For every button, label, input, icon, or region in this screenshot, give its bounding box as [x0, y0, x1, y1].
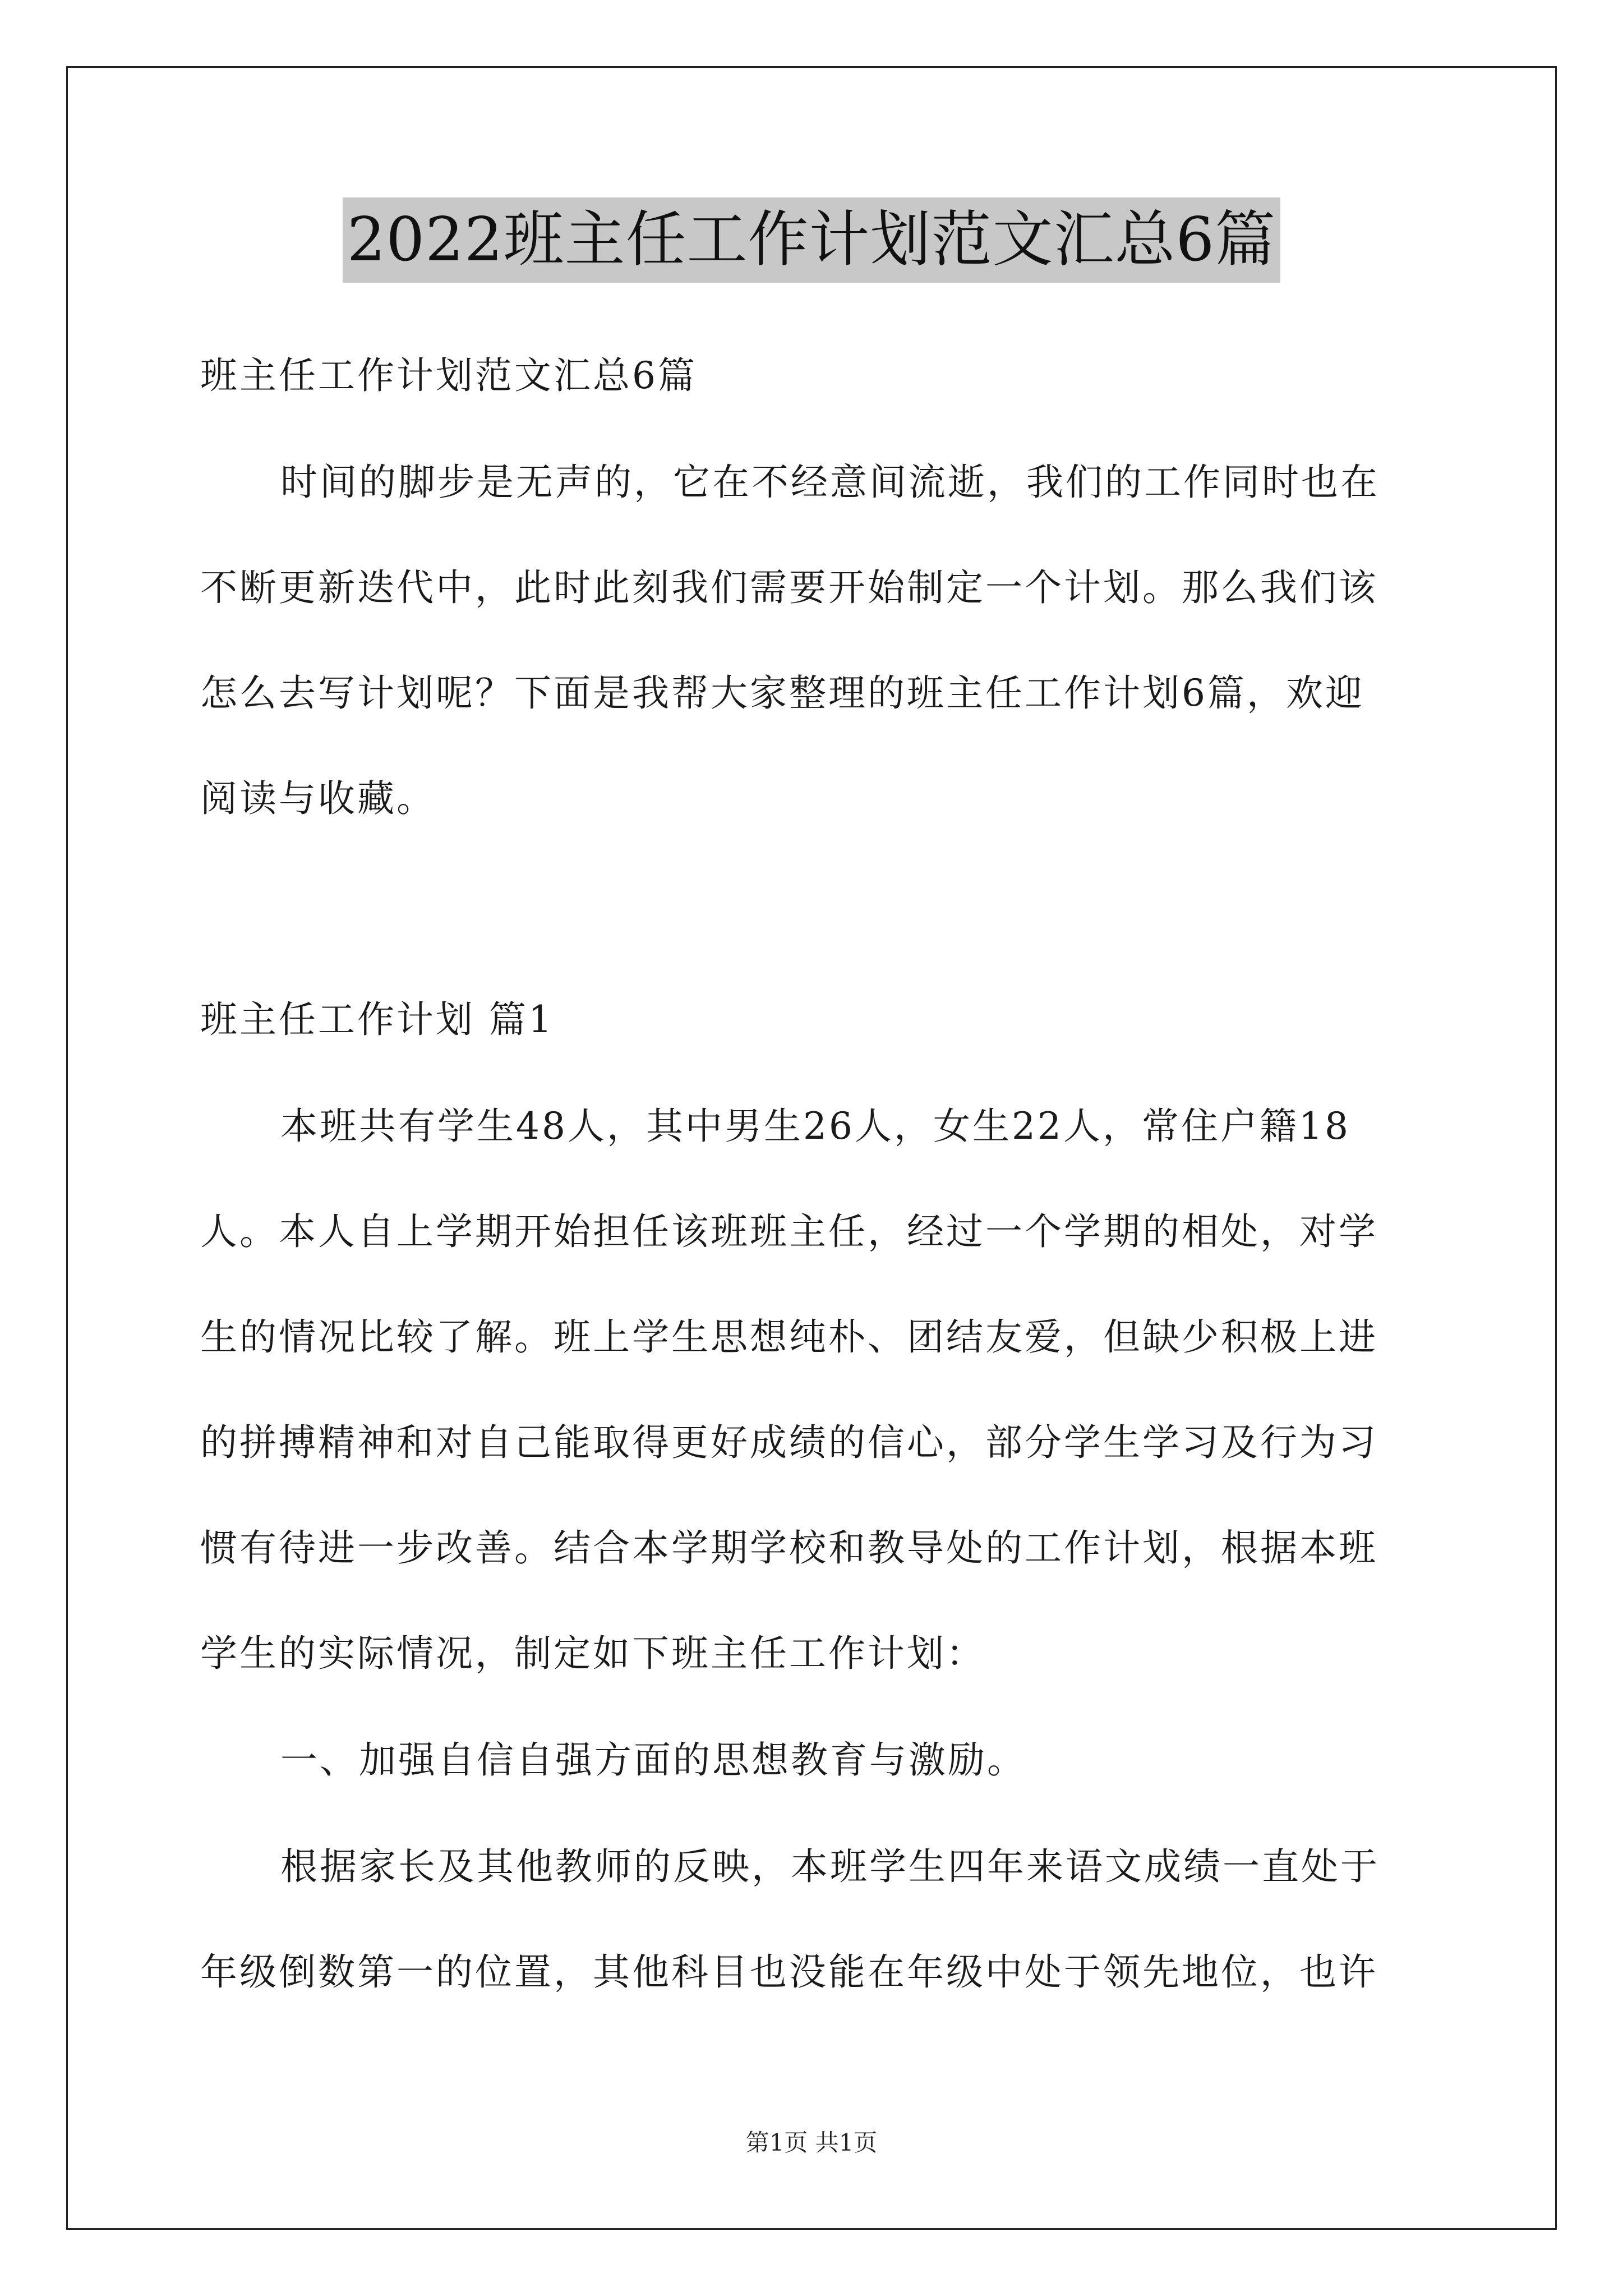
paragraph-line: 惯有待进一步改善。结合本学期学校和教导处的工作计划，根据本班 — [200, 1526, 1378, 1570]
subtitle-line: 班主任工作计划范文汇总6篇 — [200, 354, 697, 397]
paragraph-line: 根据家长及其他教师的反映，本班学生四年来语文成绩一直处于 — [280, 1845, 1380, 1888]
subsection-heading: 一、加强自信自强方面的思想教育与激励。 — [280, 1738, 1026, 1782]
paragraph-line: 阅读与收藏。 — [200, 777, 436, 820]
paragraph-line: 生的情况比较了解。班上学生思想纯朴、团结友爱，但缺少积极上进 — [200, 1315, 1378, 1359]
paragraph-line: 年级倒数第一的位置，其他科目也没能在年级中处于领先地位，也许 — [200, 1950, 1378, 1994]
paragraph-line: 怎么去写计划呢？下面是我帮大家整理的班主任工作计划6篇，欢迎 — [200, 671, 1364, 715]
paragraph-line: 时间的脚步是无声的，它在不经意间流逝，我们的工作同时也在 — [280, 461, 1380, 504]
document-title: 2022班主任工作计划范文汇总6篇 — [343, 197, 1281, 283]
paragraph-line: 学生的实际情况，制定如下班主任工作计划： — [200, 1632, 985, 1675]
paragraph-line: 人。本人自上学期开始担任该班班主任，经过一个学期的相处，对学 — [200, 1210, 1378, 1253]
paragraph-line: 不断更新迭代中，此时此刻我们需要开始制定一个计划。那么我们该 — [200, 566, 1378, 609]
title-container — [0, 197, 1623, 283]
section-heading: 班主任工作计划 篇1 — [200, 998, 554, 1041]
paragraph-line: 本班共有学生48人，其中男生26人，女生22人，常住户籍18 — [280, 1105, 1350, 1148]
page-footer: 第1页 共1页 — [745, 2129, 878, 2156]
paragraph-line: 的拼搏精神和对自己能取得更好成绩的信心，部分学生学习及行为习 — [200, 1421, 1378, 1464]
